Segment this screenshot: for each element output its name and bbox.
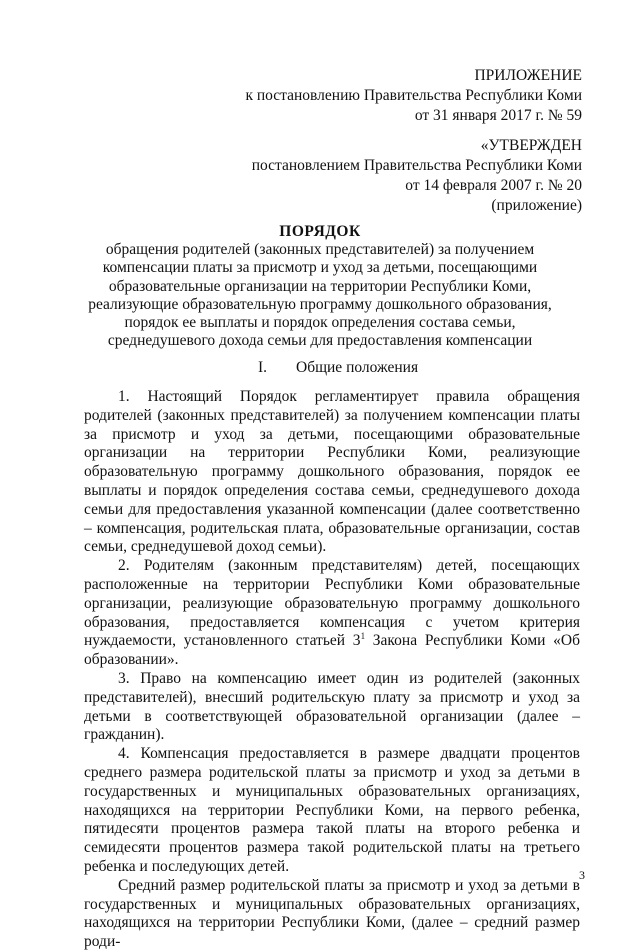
paragraph-2-ref-superscript: 1 — [360, 631, 366, 642]
appendix-header — [245, 66, 582, 126]
paragraph-2-ref-prefix: статьей 3 — [295, 632, 361, 650]
approval-note: (приложение) — [491, 197, 582, 214]
section-number: I. — [258, 359, 268, 376]
approval-date: от 14 февраля 2007 г. № 20 — [405, 177, 582, 194]
document-body — [84, 388, 580, 952]
subtitle-line: обращения родителей (законных представителей) за получением — [105, 241, 535, 258]
paragraph-2 — [84, 557, 580, 670]
appendix-reference: к постановлению Правительства Республики Коми — [245, 87, 582, 104]
page-number: 3 — [579, 868, 585, 882]
approval-reference: постановлением Правительства Республики Коми — [251, 157, 582, 174]
paragraph-3: 3. Право на компенсацию имеет один из родителей (законных представителей), внесший родительскую плату за присмотр и уход за детьми в соответствующей образовательной организации (далее – гражданин). — [84, 669, 580, 744]
subtitle-line: образовательные организации на территории Республики Коми, — [108, 277, 532, 295]
section-title: Общие положения — [296, 359, 419, 376]
paragraph-2-ref-suffix: Закона Республики Коми «Об образовании». — [84, 632, 580, 669]
approval-block — [252, 136, 582, 216]
subtitle-line: среднедушевого дохода семьи для предоставления компенсации — [107, 332, 533, 350]
paragraph-1: 1. Настоящий Порядок регламентирует правила обращения родителей (законных представителей) за получением компенсации платы за присмотр и уход за детьми, посещающими образовательные организации на территории Республики Коми, реализующие образовательную программу дошкольного образования, порядок ее выплаты и порядок определения состава семьи, среднедушевого дохода семьи для предоставления указанной компенсации (далее соответственно – компенсация, родительская плата, образовательные организации, состав семьи, среднедушевой доход семьи). — [84, 388, 580, 556]
paragraph-2-text: 2. Родителям (законным представителям) детей, посещающих расположенные на территории Республики Коми образовательные организации, реализующие образовательную программу дошкольного образования, предоставляется компенсация с учетом критерия нуждаемости, установленного — [84, 557, 580, 650]
subtitle-line: порядок ее выплаты и порядок определения состава семьи, — [124, 314, 516, 332]
subtitle-line: реализующие образовательную программу дошкольного образования, — [88, 295, 552, 313]
approval-label: «УТВЕРЖДЕН — [480, 137, 582, 154]
appendix-label: ПРИЛОЖЕНИЕ — [474, 67, 582, 84]
paragraph-4: 4. Компенсация предоставляется в размере двадцати процентов среднего размера родительской платы за присмотр и уход за детьми в государственных и муниципальных образовательных организациях, находящихся на территории Республики Коми, на первого ребенка, пятидесяти процентов размера такой платы на второго ребенка и семидесяти процентов размера такой родительской платы на третьего ребенка и последующих детей. — [84, 745, 580, 875]
document-subtitle — [0, 241, 640, 351]
document-title: ПОРЯДОК — [279, 223, 361, 240]
appendix-date: от 31 января 2017 г. № 59 — [414, 107, 582, 124]
paragraph-5: Средний размер родительской платы за присмотр и уход за детьми в государственных и муниципальных образовательных организациях, находящихся на территории Республики Коми, (далее – средний размер роди- — [84, 876, 580, 951]
subtitle-line: компенсации платы за присмотр и уход за детьми, посещающими — [102, 259, 538, 277]
